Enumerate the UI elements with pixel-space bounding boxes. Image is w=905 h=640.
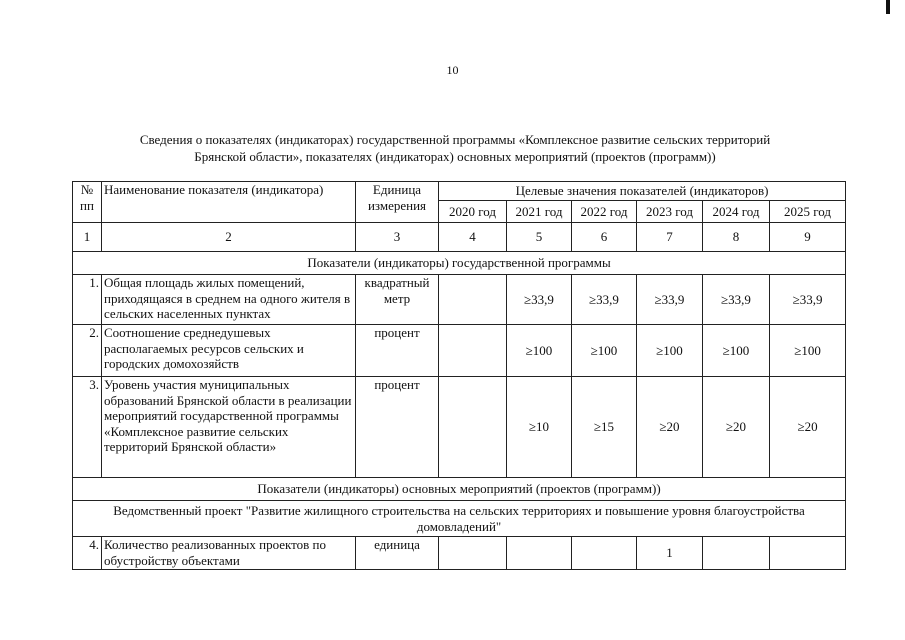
row-value xyxy=(770,537,846,570)
row-num: 1. xyxy=(73,275,102,325)
column-number: 6 xyxy=(572,223,637,252)
row-unit: процент xyxy=(356,325,439,377)
row-unit: процент xyxy=(356,377,439,478)
column-number: 7 xyxy=(637,223,703,252)
row-value xyxy=(507,537,572,570)
section-heading: Показатели (индикаторы) государственной программы xyxy=(73,252,846,275)
document-title xyxy=(60,131,850,165)
indicators-table xyxy=(72,181,846,570)
row-value xyxy=(439,377,507,478)
row-value: ≥20 xyxy=(637,377,703,478)
table-row xyxy=(73,325,846,377)
header-year: 2025 год xyxy=(770,201,846,223)
title-line: Брянской области», показателях (индикаторах) основных мероприятий (проектов (программ)) xyxy=(194,149,716,164)
column-number: 3 xyxy=(356,223,439,252)
row-value: ≥15 xyxy=(572,377,637,478)
header-year: 2022 год xyxy=(572,201,637,223)
row-value: ≥33,9 xyxy=(703,275,770,325)
row-value xyxy=(703,537,770,570)
row-unit: единица xyxy=(356,537,439,570)
row-value: ≥20 xyxy=(703,377,770,478)
column-number: 9 xyxy=(770,223,846,252)
row-value: ≥33,9 xyxy=(572,275,637,325)
header-unit: Единица измерения xyxy=(356,182,439,223)
column-number: 2 xyxy=(102,223,356,252)
row-value: 1 xyxy=(637,537,703,570)
header-num: № пп xyxy=(73,182,102,223)
row-value: ≥33,9 xyxy=(637,275,703,325)
row-value xyxy=(439,537,507,570)
row-num: 2. xyxy=(73,325,102,377)
header-name: Наименование показателя (индикатора) xyxy=(102,182,356,223)
row-value xyxy=(439,275,507,325)
row-value: ≥100 xyxy=(703,325,770,377)
header-year: 2024 год xyxy=(703,201,770,223)
row-value: ≥100 xyxy=(572,325,637,377)
section-heading: Показатели (индикаторы) основных мероприятий (проектов (программ)) xyxy=(73,478,846,501)
column-number: 8 xyxy=(703,223,770,252)
column-number: 1 xyxy=(73,223,102,252)
row-name: Общая площадь жилых помещений, приходящаяся в среднем на одного жителя в сельских населенных пунктах xyxy=(102,275,356,325)
row-value: ≥33,9 xyxy=(507,275,572,325)
row-value: ≥20 xyxy=(770,377,846,478)
project-title: Ведомственный проект "Развитие жилищного строительства на сельских территориях и повышение уровня благоустройства домовладений" xyxy=(73,501,846,537)
row-name: Количество реализованных проектов по обустройству объектами xyxy=(102,537,356,570)
title-line: Сведения о показателях (индикаторах) государственной программы «Комплексное развитие сельских территорий xyxy=(139,132,771,147)
table-row xyxy=(73,537,846,570)
row-value xyxy=(439,325,507,377)
header-targets: Целевые значения показателей (индикаторов) xyxy=(439,182,846,201)
header-year: 2020 год xyxy=(439,201,507,223)
header-year: 2021 год xyxy=(507,201,572,223)
column-number: 4 xyxy=(439,223,507,252)
column-number: 5 xyxy=(507,223,572,252)
table-row xyxy=(73,275,846,325)
row-num: 4. xyxy=(73,537,102,570)
header-year: 2023 год xyxy=(637,201,703,223)
row-value: ≥100 xyxy=(637,325,703,377)
row-name: Соотношение среднедушевых располагаемых ресурсов сельских и городских домохозяйств xyxy=(102,325,356,377)
row-unit: квадратный метр xyxy=(356,275,439,325)
table-row xyxy=(73,377,846,478)
row-value: ≥10 xyxy=(507,377,572,478)
row-num: 3. xyxy=(73,377,102,478)
row-value: ≥33,9 xyxy=(770,275,846,325)
row-value xyxy=(572,537,637,570)
row-name: Уровень участия муниципальных образований Брянской области в реализации мероприятий государственной программы «Комплексное развитие сельских территорий Брянской области» xyxy=(102,377,356,478)
row-value: ≥100 xyxy=(507,325,572,377)
scan-mark xyxy=(886,0,890,14)
page-number: 10 xyxy=(446,63,459,77)
row-value: ≥100 xyxy=(770,325,846,377)
